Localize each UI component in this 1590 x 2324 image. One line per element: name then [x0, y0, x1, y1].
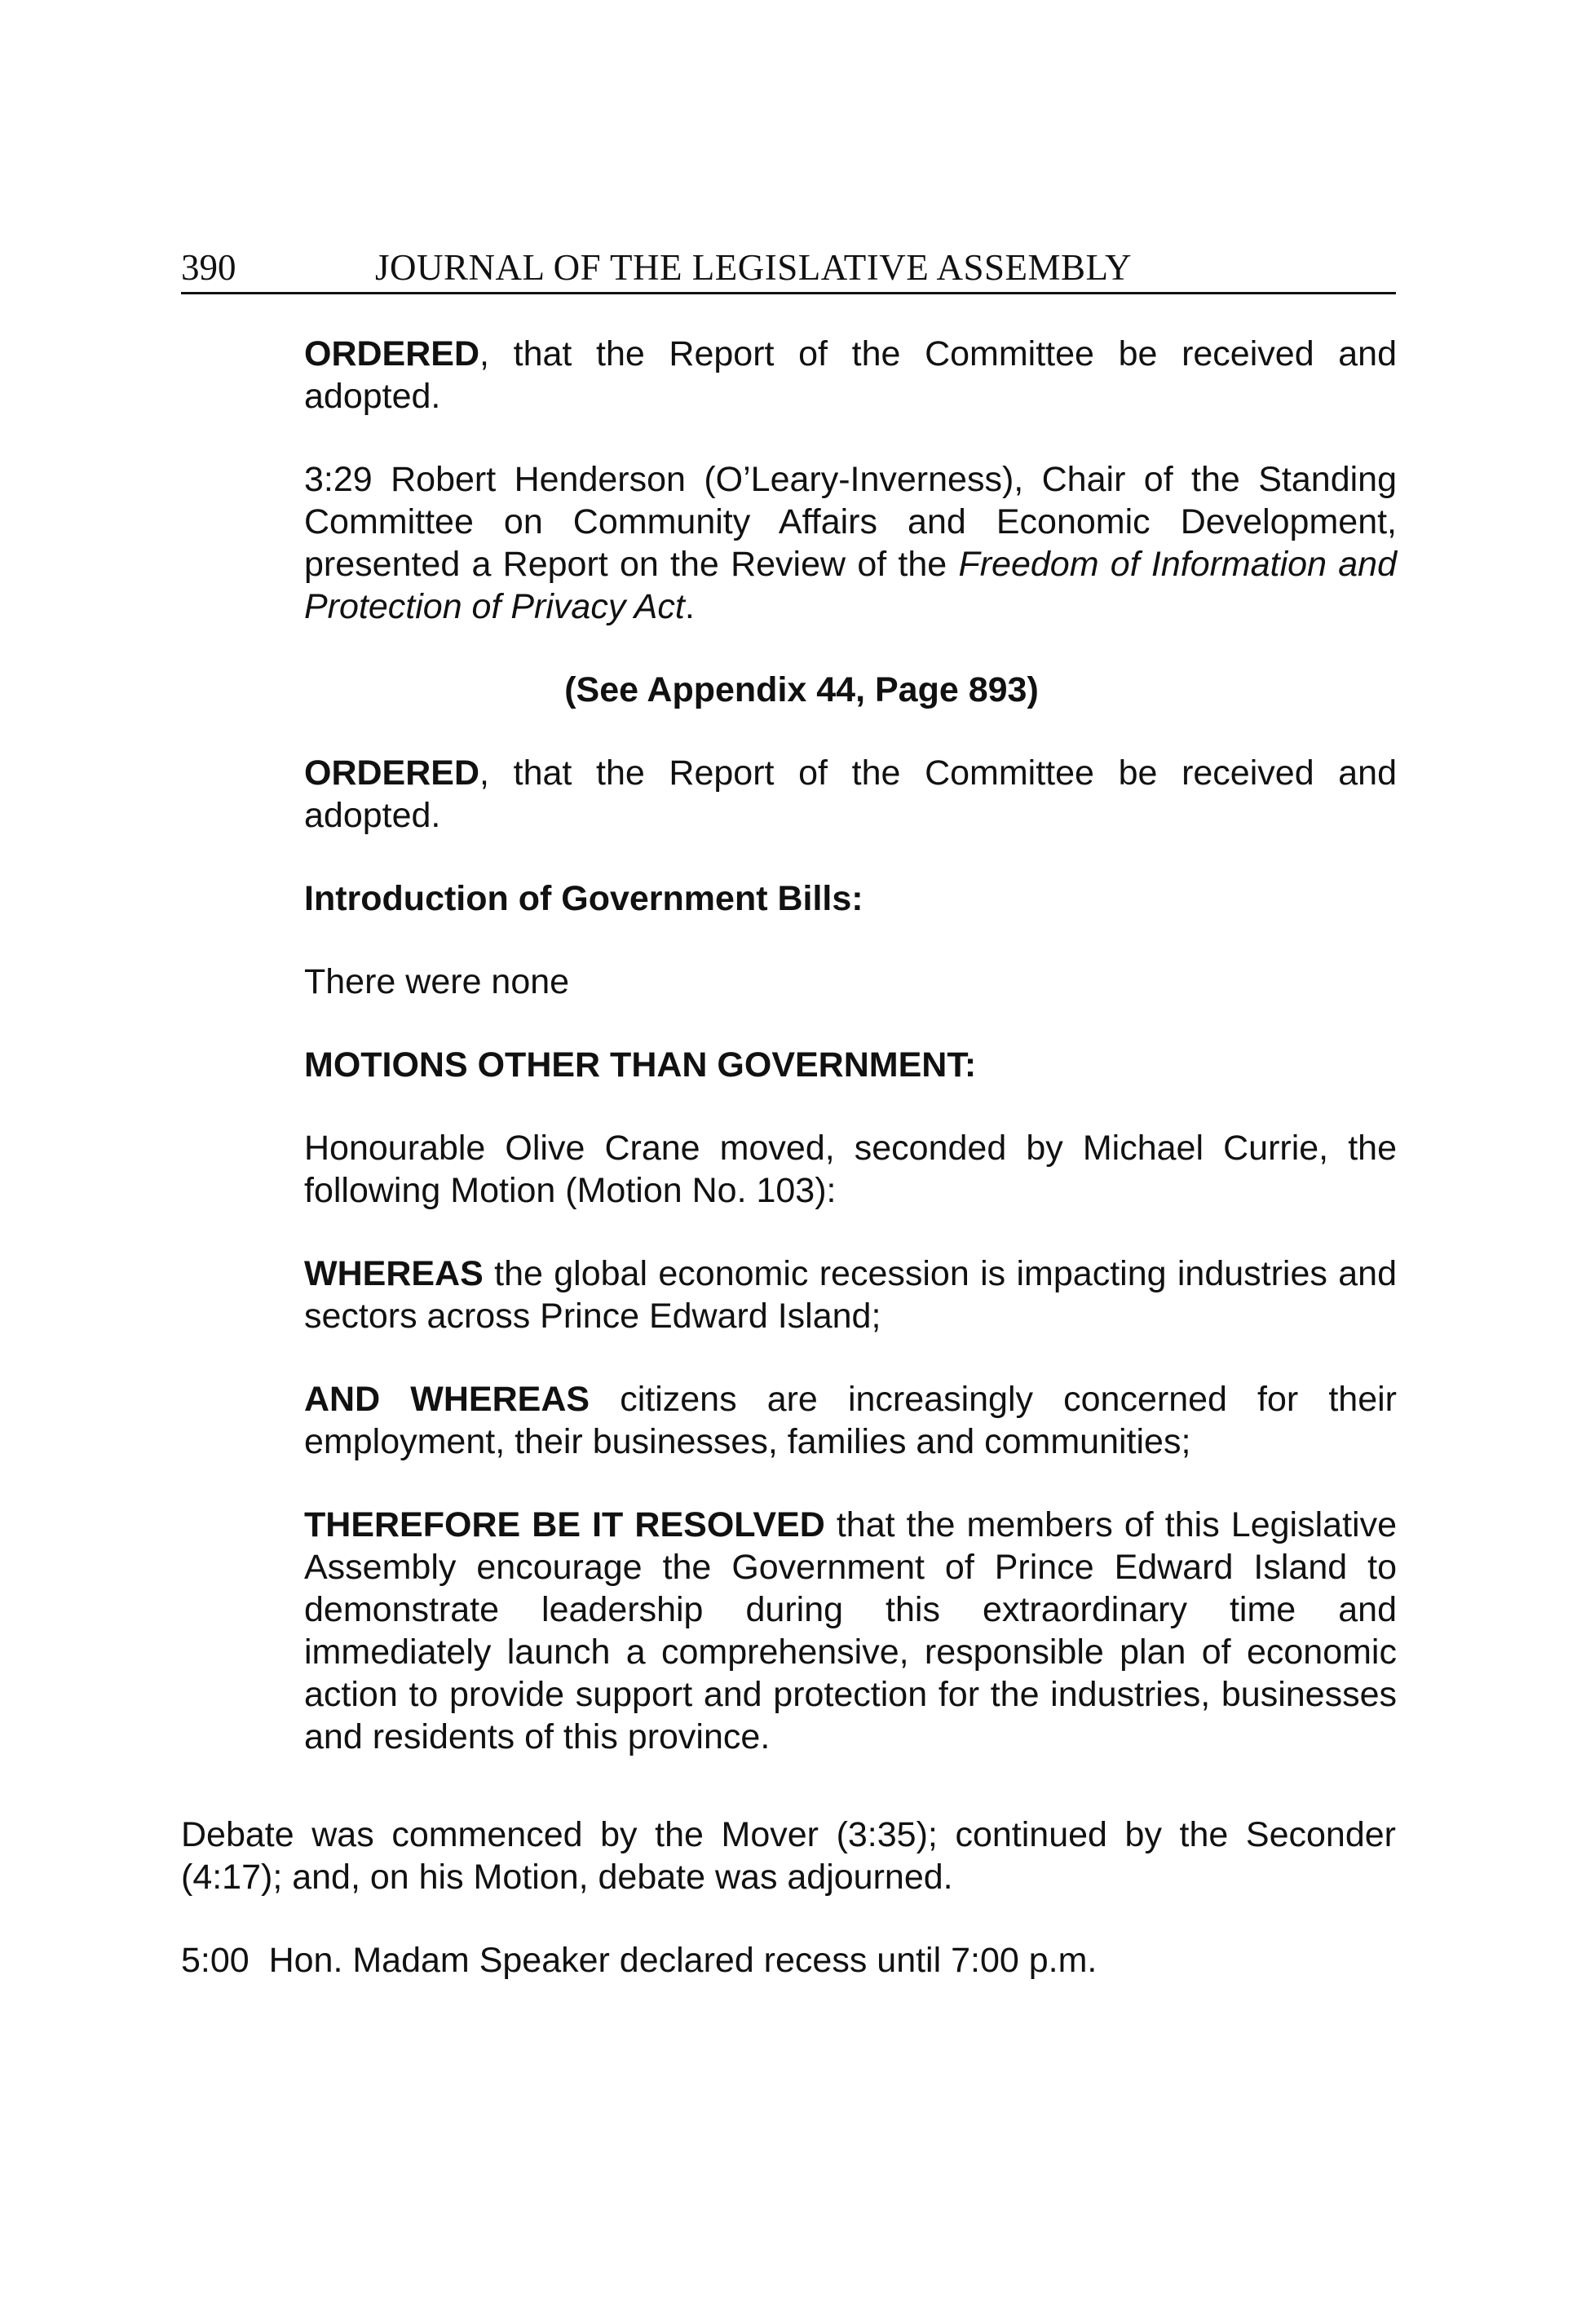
whereas-label: WHEREAS: [304, 1254, 484, 1293]
heading-government-bills: Introduction of Government Bills:: [304, 879, 863, 918]
ordered-paragraph-2: [304, 752, 1397, 837]
whereas-text: the global economic recession is impacting industries and sectors across Prince Edward Island;: [304, 1254, 1397, 1336]
ordered-label: ORDERED: [304, 753, 480, 793]
indented-body: [304, 333, 1397, 1799]
recess-block: [181, 1939, 1396, 1982]
report-text: 3:29 Robert Henderson (O’Leary-Inverness), Chair of the Standing Committee on Community Affairs and Economic Development, presented a Report on the Review of the: [304, 460, 1397, 584]
ordered-text: , that the Report of the Committee be received and adopted.: [304, 753, 1397, 835]
ordered-text: , that the Report of the Committee be received and adopted.: [304, 334, 1397, 416]
debate-paragraph: Debate was commenced by the Mover (3:35); continued by the Seconder (4:17); and, on his Motion, debate was adjourned.: [181, 1815, 1396, 1897]
whereas-label: AND WHEREAS: [304, 1380, 590, 1419]
report-presentation-paragraph: [304, 458, 1397, 628]
motion-intro: Honourable Olive Crane moved, seconded by Michael Currie, the following Motion (Motion No. 103):: [304, 1129, 1397, 1210]
page-header: [181, 243, 1396, 294]
resolved-text: that the members of this Legislative Assembly encourage the Government of Prince Edward Island to demonstrate leadership during this extraordinary time and immediately launch a comprehensive, responsible plan of economic action to provide support and protection for the industries, businesses and residents of this province.: [304, 1505, 1397, 1756]
none-text: There were none: [304, 962, 570, 1001]
whereas-text: citizens are increasingly concerned for their employment, their businesses, families and communities;: [304, 1380, 1397, 1461]
ordered-label: ORDERED: [304, 334, 480, 373]
recess-paragraph: 5:00 Hon. Madam Speaker declared recess until 7:00 p.m.: [181, 1941, 1098, 1980]
act-title: Freedom of Information and Protection of Privacy Act: [304, 545, 1397, 626]
running-title: JOURNAL OF THE LEGISLATIVE ASSEMBLY: [375, 247, 1133, 288]
whereas-clause-1: [304, 1253, 1397, 1337]
debate-block: [181, 1814, 1396, 1898]
resolved-clause: [304, 1504, 1397, 1758]
page-number: 390: [181, 247, 236, 288]
whereas-clause-2: [304, 1378, 1397, 1463]
resolved-label: THEREFORE BE IT RESOLVED: [304, 1505, 825, 1544]
heading-motions: MOTIONS OTHER THAN GOVERNMENT:: [304, 1045, 977, 1085]
ordered-paragraph-1: [304, 333, 1397, 418]
appendix-reference: (See Appendix 44, Page 893): [564, 670, 1039, 709]
report-end: .: [684, 587, 695, 626]
